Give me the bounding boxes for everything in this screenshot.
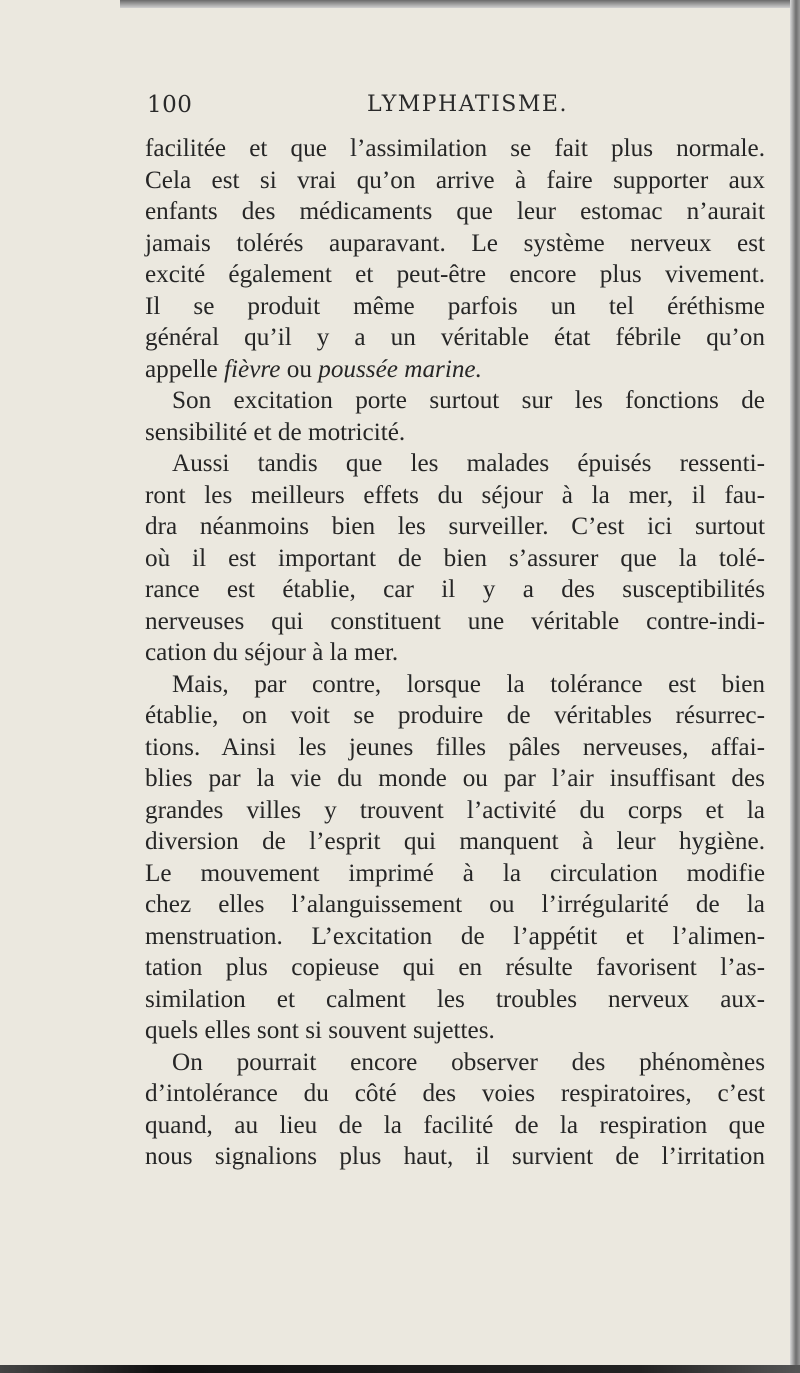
text-run: facilitée et que l’assimilation se fait plus normale. — [145, 135, 765, 162]
text-run: dra néanmoins bien les surveiller. C’est ici surtout — [145, 513, 765, 540]
text-line — [145, 952, 765, 984]
text-line — [145, 763, 765, 795]
text-line — [145, 385, 765, 417]
text-line — [145, 165, 765, 197]
text-run: Aussi tandis que les malades épuisés ressenti- — [172, 450, 765, 477]
text-run: grandes villes y trouvent l’activité du corps et la — [145, 796, 765, 824]
text-run: enfants des médicaments que leur estomac n’aurait — [145, 198, 765, 225]
text-run: ront les meilleurs effets du séjour à la mer, il fau- — [145, 481, 765, 509]
page-header — [0, 86, 790, 126]
text-line — [145, 574, 765, 606]
text-line — [145, 259, 765, 291]
text-line — [145, 133, 765, 165]
text-run: nous signalions plus haut, il survient de l’irritation — [145, 1143, 765, 1170]
text-line — [145, 1047, 765, 1079]
text-run: jamais tolérés auparavant. Le système nerveux est — [145, 229, 765, 257]
text-run: On pourrait encore observer des phénomènes — [172, 1048, 765, 1076]
body-text — [145, 133, 765, 1173]
paragraph — [145, 1047, 765, 1173]
text-run: nerveuses qui constituent une véritable contre-indi- — [145, 607, 765, 635]
text-line — [145, 858, 765, 890]
paragraph — [145, 133, 765, 385]
text-run: établie, on voit se produire de véritables résurrec- — [145, 702, 765, 729]
text-run: Son excitation porte surtout sur les fonctions de — [172, 387, 765, 414]
text-run: cation du séjour à la mer. — [145, 639, 399, 666]
text-run: tions. Ainsi les jeunes filles pâles nerveuses, affai- — [145, 733, 765, 761]
text-line — [145, 228, 765, 260]
text-line — [145, 795, 765, 827]
text-line — [145, 196, 765, 228]
page-right-edge — [790, 0, 800, 1373]
text-line — [145, 606, 765, 638]
text-run: chez elles l’alanguissement ou l’irrégularité de la — [145, 891, 765, 918]
text-run: quels elles sont si souvent sujettes. — [145, 1017, 495, 1044]
text-line — [145, 889, 765, 921]
text-line — [145, 984, 765, 1016]
text-run: tation plus copieuse qui en résulte favorisent l’as- — [145, 954, 765, 981]
text-line — [145, 1078, 765, 1110]
page-top-shadow — [120, 0, 790, 8]
text-line — [145, 700, 765, 732]
text-line — [145, 637, 765, 669]
text-run: Cela est si vrai qu’on arrive à faire supporter aux — [145, 166, 765, 194]
text-run: similation et calment les troubles nerveux aux- — [145, 985, 765, 1013]
text-run: général qu’il y a un véritable état fébrile qu’on — [145, 324, 765, 351]
text-run: où il est important de bien s’assurer que la tolé- — [145, 544, 765, 572]
text-run: Il se produit même parfois un tel éréthisme — [145, 292, 765, 320]
text-line — [145, 669, 765, 701]
page-number: 100 — [147, 92, 193, 118]
paragraph — [145, 385, 765, 448]
text-line — [145, 448, 765, 480]
text-line — [145, 921, 765, 953]
text-line — [145, 732, 765, 764]
text-run: menstruation. L’excitation de l’appétit et l’alimen- — [145, 922, 765, 950]
text-line — [145, 354, 765, 386]
text-run: diversion de l’esprit qui manquent à leur hygiène. — [145, 828, 765, 855]
text-run: Mais, par contre, lorsque la tolérance est bien — [172, 670, 765, 698]
paragraph — [145, 669, 765, 1047]
italic-term: fièvre — [224, 355, 281, 383]
text-run: quand, au lieu de la facilité de la respiration que — [145, 1111, 765, 1139]
text-line — [145, 511, 765, 543]
text-line — [145, 1110, 765, 1142]
text-run: ou — [280, 355, 319, 383]
text-run: blies par la vie du monde ou par l’air insuffisant des — [145, 765, 765, 792]
page-bottom-edge — [0, 1365, 800, 1373]
text-line — [145, 417, 765, 449]
text-run: Le mouvement imprimé à la circulation modifie — [145, 859, 765, 887]
text-line — [145, 1015, 765, 1047]
text-run: d’intolérance du côté des voies respiratoires, c’est — [145, 1080, 765, 1107]
text-line — [145, 543, 765, 575]
paragraph — [145, 448, 765, 669]
text-run: sensibilité et de motricité. — [145, 418, 406, 446]
text-run: rance est établie, car il y a des susceptibilités — [145, 576, 765, 603]
text-run: appelle — [145, 355, 225, 383]
text-line — [145, 291, 765, 323]
text-run: excité également et peut-être encore plus vivement. — [145, 261, 765, 288]
text-line — [145, 322, 765, 354]
italic-term: poussée marine. — [318, 355, 482, 383]
text-line — [145, 826, 765, 858]
text-line — [145, 480, 765, 512]
text-line — [145, 1141, 765, 1173]
running-title: LYMPHATISME. — [367, 92, 568, 117]
